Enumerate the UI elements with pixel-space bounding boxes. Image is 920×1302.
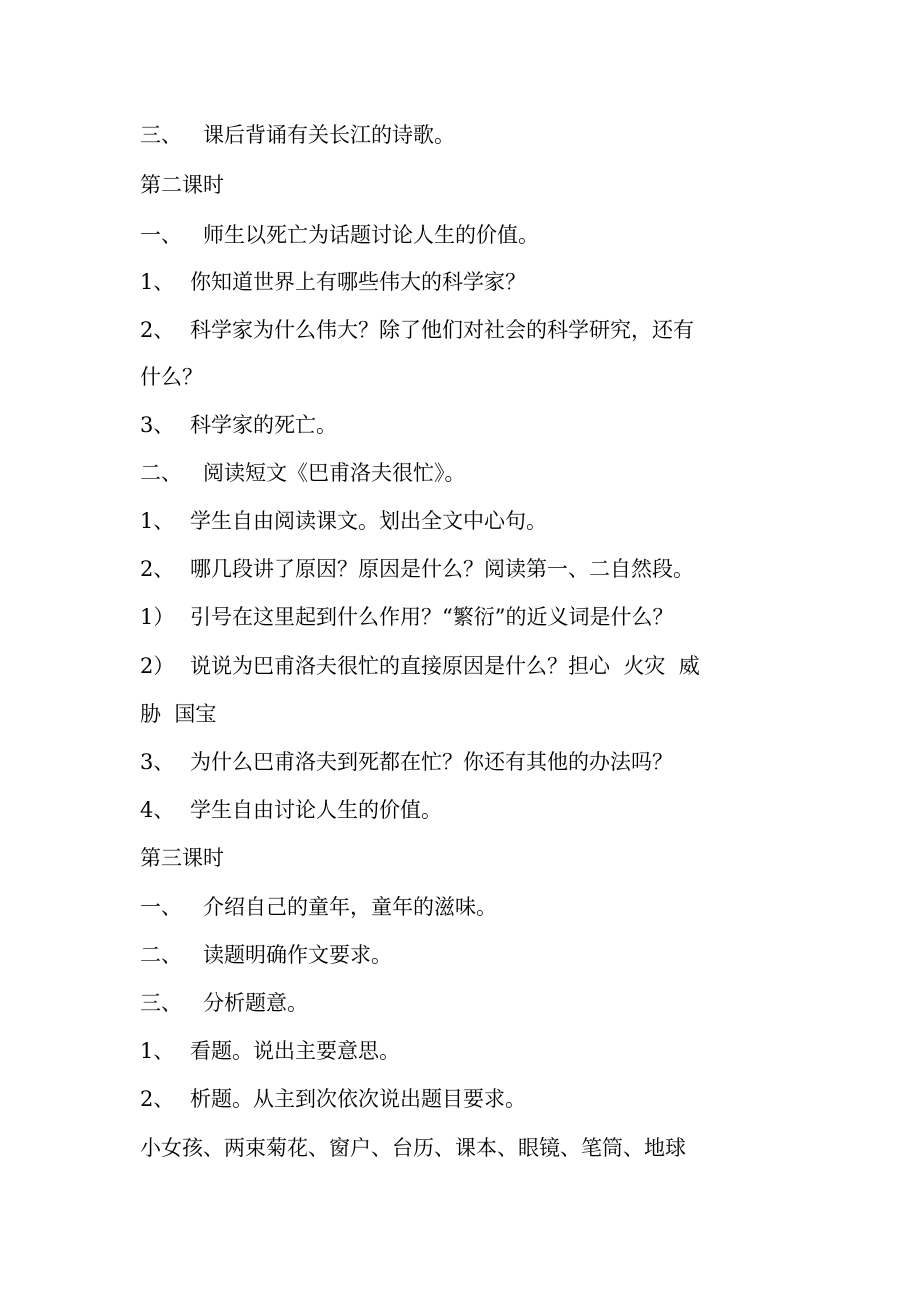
list-item (140, 748, 673, 776)
list-item (140, 796, 442, 824)
paragraph-line (140, 171, 224, 199)
line-text: 读题明确作文要求。 (203, 943, 392, 967)
list-item (140, 603, 673, 631)
list-marker: 1、 (140, 270, 175, 294)
list-item (140, 1085, 526, 1113)
list-marker: 三、 (140, 123, 182, 147)
list-item (140, 268, 526, 296)
line-text: 哪几段讲了原因？原因是什么？阅读第一、二自然段。 (190, 557, 694, 581)
line-text: 学生自由阅读课文。划出全文中心句。 (190, 509, 547, 533)
paragraph-line (140, 363, 203, 391)
list-marker: 2、 (140, 557, 175, 581)
line-text: 看题。说出主要意思。 (190, 1039, 400, 1063)
line-text: 科学家的死亡。 (190, 413, 337, 437)
paragraph-line (140, 844, 224, 872)
list-marker: 2、 (140, 1087, 175, 1111)
line-text: 小女孩、两束菊花、窗户、台历、课本、眼镜、笔筒、地球 (140, 1136, 686, 1160)
list-item (140, 1037, 400, 1065)
line-text: 阅读短文《巴甫洛夫很忙》。 (203, 461, 466, 485)
line-text: 说说为巴甫洛夫很忙的直接原因是什么？担心 火灾 威 (190, 654, 700, 678)
list-item (140, 507, 547, 535)
line-text: 引号在这里起到什么作用？“繁衍”的近义词是什么？ (190, 605, 674, 629)
line-text: 胁 国宝 (140, 702, 217, 726)
list-marker: 2） (140, 654, 175, 678)
list-marker: 3、 (140, 413, 175, 437)
list-marker: 1、 (140, 1039, 175, 1063)
list-item (140, 989, 308, 1017)
list-marker: 三、 (140, 991, 182, 1015)
list-marker: 一、 (140, 895, 182, 919)
list-item (140, 893, 497, 921)
line-text: 什么？ (140, 365, 203, 389)
line-text: 第三课时 (140, 846, 224, 870)
line-text: 分析题意。 (203, 991, 308, 1015)
list-item (140, 411, 337, 439)
list-marker: 一、 (140, 223, 182, 247)
list-marker: 3、 (140, 750, 175, 774)
line-text: 学生自由讨论人生的价值。 (190, 798, 442, 822)
list-item (140, 941, 392, 969)
line-text: 第二课时 (140, 173, 224, 197)
line-text: 科学家为什么伟大？除了他们对社会的科学研究，还有 (190, 318, 694, 342)
list-marker: 4、 (140, 798, 175, 822)
list-marker: 1、 (140, 509, 175, 533)
list-marker: 2、 (140, 318, 175, 342)
list-item (140, 221, 539, 249)
line-text: 为什么巴甫洛夫到死都在忙？你还有其他的办法吗？ (190, 750, 673, 774)
list-marker: 二、 (140, 461, 182, 485)
line-text: 你知道世界上有哪些伟大的科学家？ (190, 270, 526, 294)
list-item (140, 121, 455, 149)
list-marker: 二、 (140, 943, 182, 967)
line-text: 课后背诵有关长江的诗歌。 (203, 123, 455, 147)
line-text: 介绍自己的童年，童年的滋味。 (203, 895, 497, 919)
list-item (140, 555, 694, 583)
list-item (140, 316, 694, 344)
line-text: 师生以死亡为话题讨论人生的价值。 (203, 223, 539, 247)
list-item (140, 652, 700, 680)
paragraph-line (140, 1134, 686, 1162)
list-item (140, 459, 466, 487)
paragraph-line (140, 700, 216, 728)
list-marker: 1） (140, 605, 175, 629)
line-text: 析题。从主到次依次说出题目要求。 (190, 1087, 526, 1111)
